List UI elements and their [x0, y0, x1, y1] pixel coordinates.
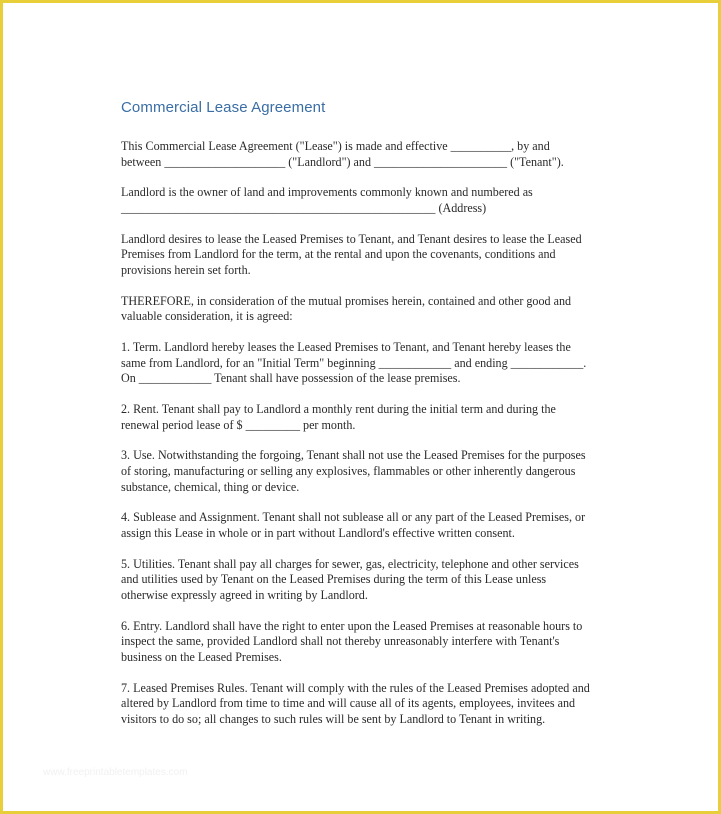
- document-title: Commercial Lease Agreement: [121, 99, 326, 116]
- clause-sublease: 4. Sublease and Assignment. Tenant shall not sublease all or any part of the Leased Premises, or assign this Lease in whole or in part without Landlord's effective written consent.: [121, 510, 586, 540]
- paragraph-therefore: THEREFORE, in consideration of the mutual promises herein, contained and other good and valuable consideration, it is agreed:: [121, 293, 572, 324]
- clause-rent: 2. Rent. Tenant shall pay to Landlord a monthly rent during the initial term and during the renewal period lease of $ _________ per month.: [121, 402, 556, 432]
- paragraph-address: Landlord is the owner of land and improvements commonly known and numbered as ____________________________________________________ (Address): [121, 185, 533, 215]
- clause-entry: 6. Entry. Landlord shall have the right to enter upon the Leased Premises at reasonable hours to inspect the same, provided Landlord shall not thereby unreasonably interfere with Tenant's business on the Leased Premises.: [121, 618, 583, 664]
- paragraph-desire: Landlord desires to lease the Leased Premises to Tenant, and Tenant desires to lease the Leased Premises from Landlord for the term, at the rental and upon the covenants, conditions and provisions herein set forth.: [121, 231, 582, 277]
- paragraph-parties: This Commercial Lease Agreement ("Lease") is made and effective __________, by and between ____________________ ("Landlord") and ______________________ ("Tenant").: [121, 139, 564, 169]
- clause-use: 3. Use. Notwithstanding the forgoing, Tenant shall not use the Leased Premises for the purposes of storing, manufacturing or selling any explosives, flammables or other inherently dangerous substance, chemical, thing or device.: [121, 448, 586, 494]
- document-page: [121, 99, 611, 743]
- clause-term: 1. Term. Landlord hereby leases the Leased Premises to Tenant, and Tenant hereby leases the same from Landlord, for an "Initial Term" beginning ____________ and ending ____________. On ____________ Tenant shall have possession of the lease premises.: [121, 340, 587, 386]
- clause-rules: 7. Leased Premises Rules. Tenant will comply with the rules of the Leased Premises adopted and altered by Landlord from time to time and will cause all of its agents, employees, invitees and visitors to do so; all changes to such rules will be sent by Landlord to Tenant in writing.: [121, 680, 590, 726]
- clause-utilities: 5. Utilities. Tenant shall pay all charges for sewer, gas, electricity, telephone and other services and utilities used by Tenant on the Leased Premises during the term of this Lease unless otherwise expressly agreed in writing by Landlord.: [121, 556, 579, 602]
- watermark: www.freeprintabletemplates.com: [43, 767, 188, 778]
